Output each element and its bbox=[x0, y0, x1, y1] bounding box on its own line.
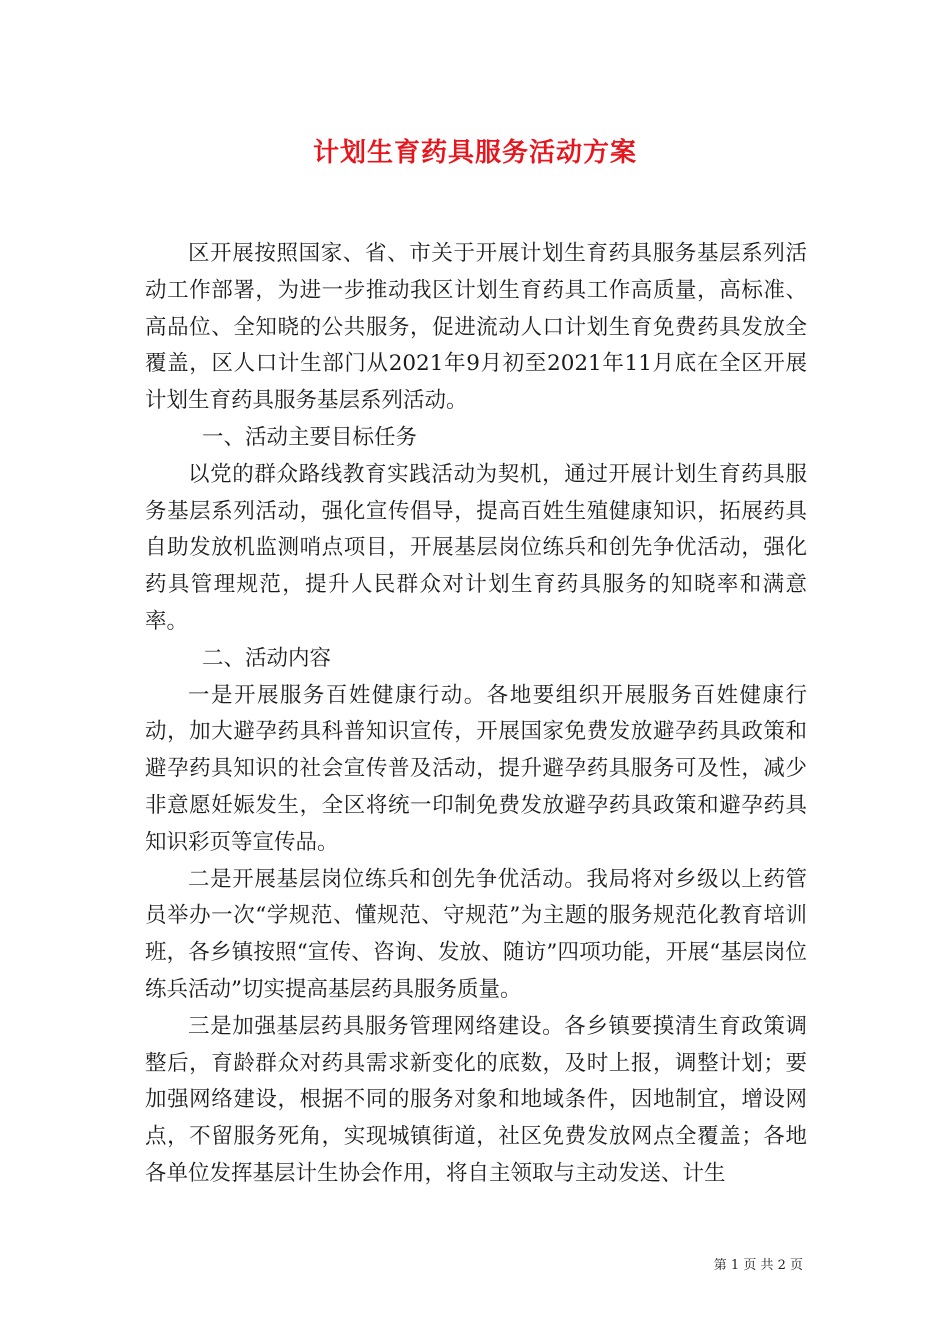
page-number: 第 1 页 共 2 页 bbox=[713, 1258, 803, 1273]
section-heading-goals: 一、活动主要目标任务 bbox=[202, 424, 418, 450]
paragraph-goals: 以党的群众路线教育实践活动为契机，通过开展计划生育药具服务基层系列活动，强化宣传倡导，提高百姓生殖健康知识，拓展药具自助发放机监测哨点项目，开展基层岗位练兵和创先争优活动，强化药具管理规范，提升人民群众对计划生育药具服务的知晓率和满意率。 bbox=[145, 461, 807, 634]
document-body bbox=[145, 236, 807, 1193]
section-heading-content: 二、活动内容 bbox=[202, 645, 332, 671]
paragraph-item-one: 一是开展服务百姓健康行动。各地要组织开展服务百姓健康行动，加大避孕药具科普知识宣传，开展国家免费发放避孕药具政策和避孕药具知识的社会宣传普及活动，提升避孕药具服务可及性，减少非意愿妊娠发生，全区将统一印制免费发放避孕药具政策和避孕药具知识彩页等宣传品。 bbox=[145, 682, 807, 855]
page-title: 计划生育药具服务活动方案 bbox=[312, 138, 637, 168]
paragraph-item-two: 二是开展基层岗位练兵和创先争优活动。我局将对乡级以上药管员举办一次“学规范、懂规范、守规范”为主题的服务规范化教育培训班，各乡镇按照“宣传、咨询、发放、随访”四项功能，开展“基层岗位练兵活动”切实提高基层药具服务质量。 bbox=[145, 866, 807, 1002]
paragraph-item-three: 三是加强基层药具服务管理网络建设。各乡镇要摸清生育政策调整后，育龄群众对药具需求新变化的底数，及时上报，调整计划；要加强网络建设，根据不同的服务对象和地域条件，因地制宜，增设网点，不留服务死角，实现城镇街道，社区免费发放网点全覆盖；各地各单位发挥基层计生协会作用，将自主领取与主动发送、计生 bbox=[145, 1013, 807, 1186]
paragraph-intro: 区开展按照国家、省、市关于开展计划生育药具服务基层系列活动工作部署，为进一步推动我区计划生育药具工作高质量，高标准、高品位、全知晓的公共服务，促进流动人口计划生育免费药具发放全覆盖，区人口计生部门从2021年9月初至2021年11月底在全区开展计划生育药具服务基层系列活动。 bbox=[145, 241, 807, 414]
